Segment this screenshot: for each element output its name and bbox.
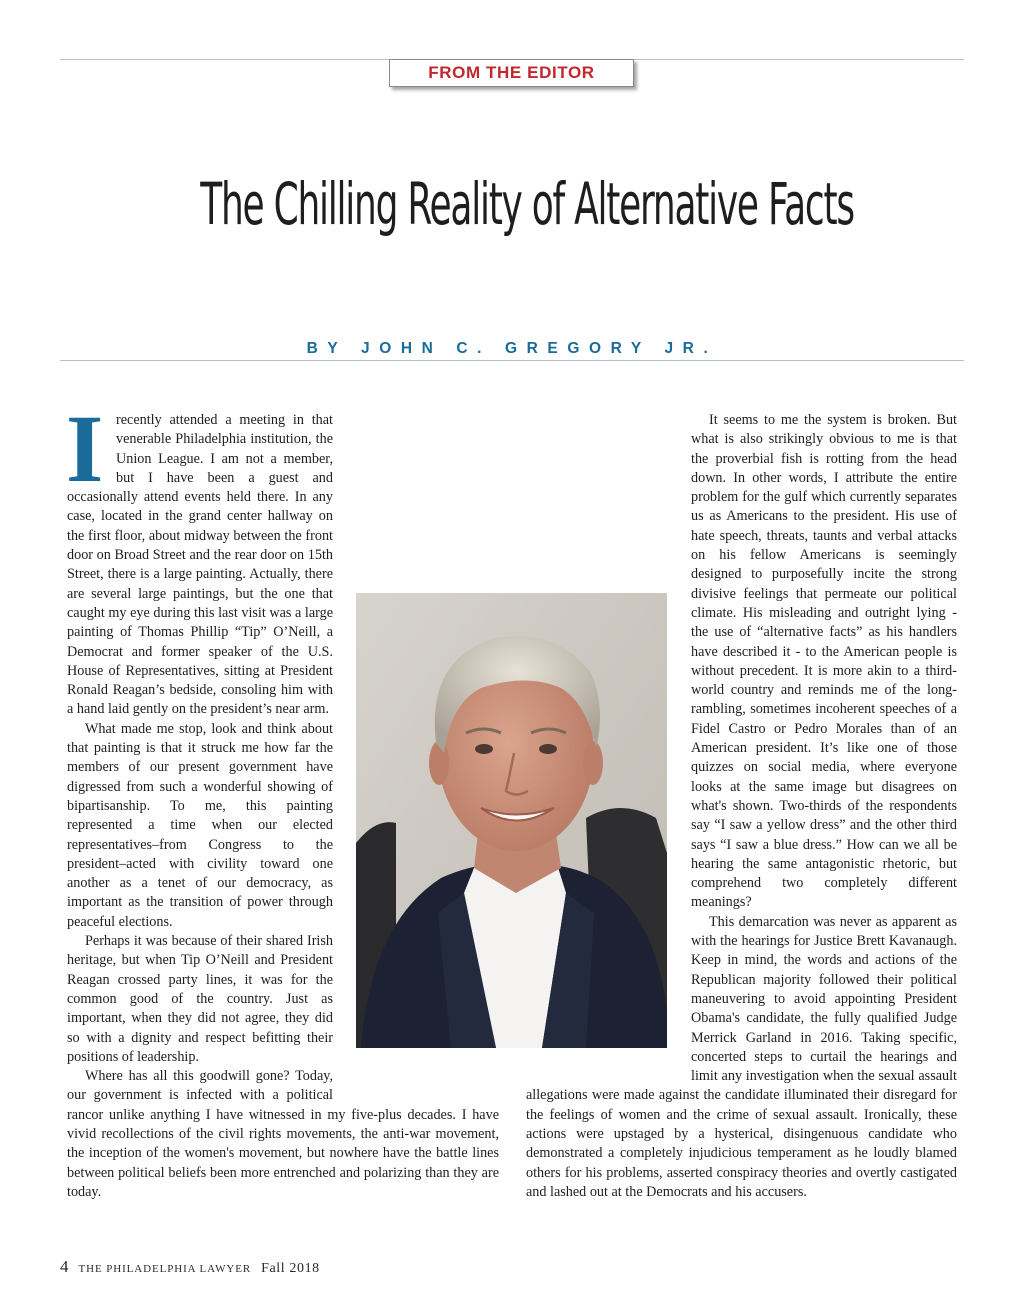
byline: BY JOHN C. GREGORY JR. [306, 340, 718, 357]
paragraph: Where has all this goodwill gone? Today, our government is infected with a political rancor unlike anything I have witnessed in my five-plus decades. I have vivid recollections of the civil rights movements, the anti-war movement, the inception of the women's movement, but nowhere have the battle lines between political beliefs been more entrenched and polarizing than they are today. [67, 1068, 499, 1200]
page-footer [60, 1257, 320, 1277]
article-title: The Chilling Reality of Alternative Facts [200, 170, 854, 238]
page-number: 4 [60, 1257, 69, 1276]
paragraph: recently attended a meeting in that venerable Philadelphia institution, the Union League. I am not a member, but I have been a guest and occasionally attend events held there. In any case, located in the grand center hallway on the first floor, about midway between the front door on Broad Street and the rear door on 15th Street, there is a large painting. Actually, there are several large paintings, but the one that caught my eye during this last visit was a large painting of Thomas Phillip “Tip” O’Neill, a Democrat and former speaker of the U.S. House of Representatives, sitting at President Ronald Reagan’s bedside, consoling him with a hand laid gently on the president’s near arm. [67, 412, 333, 718]
paragraph: What made me stop, look and think about that painting is that it struck me how far the members of our present government have digressed from such a wonderful showing of bipartisanship. To me, this painting represented a time when our elected representatives–from Congress to the president–acted with civility toward one another as a tenet of our democracy, as important as the transition of power through peaceful elections. [67, 720, 333, 930]
issue-date: Fall 2018 [261, 1261, 320, 1276]
publication-name: THE PHILADELPHIA LAWYER [78, 1263, 252, 1275]
author-photo [356, 593, 667, 1048]
title-container [0, 170, 1024, 238]
paragraph: This demarcation was never as apparent as with the hearings for Justice Brett Kavanaugh. Keep in mind, the words and actions of the Republican majority followed their political maneuvering to avoid appointing President Obama's candidate, the fully qualified Judge Merrick Garland in 2016. Taking specific, concerted steps to curtail the hearings and limit any investigation when the sexual assault allegations were made against the candidate illuminated their disregard for the feelings of women and the crime of sexual assault. Ironically, these actions were upstaged by a hysterical, disingenuous candidate who demonstrated a completely injudicious temperament as he loudly blamed others for his problems, asserted conspiracy theories and overtly castigated and lashed out at the Democrats and his accusers. [526, 913, 957, 1200]
portrait-illustration [356, 593, 667, 1048]
paragraph: Perhaps it was because of their shared Irish heritage, but when Tip O’Neill and President Reagan crossed party lines, it was for the common good of the country. Just as important, when they did not agree, they did so with a dignity and respect befitting their positions of leadership. [67, 933, 333, 1065]
byline-rule [60, 360, 964, 361]
drop-cap: I [66, 395, 104, 502]
paragraph: It seems to me the system is broken. But what is also strikingly obvious to me is that the proverbial fish is rotting from the head down. In other words, I attribute the entire problem for the gulf which currently separates us as Americans to the president. His use of hate speech, threats, taunts and verbal attacks on his fellow Americans is seemingly designed to purposefully incite the strong divisive feelings that permeate our political climate. His misleading and outright lying - the use of “alternative facts” as his handlers have described it - to the American people is without precedent. It is more akin to a third-world country and reminds me of the long-rambling, sometimes incoherent speeches of a Fidel Castro or Pedro Morales than of an American president. It’s like one of those quizzes on social media, where everyone looks at the same image but disagrees on what's shown. Two-thirds of the respondents say “I saw a yellow dress” and the other third says “I saw a blue dress.” How can we all be hearing the same antagonistic rhetoric, but comprehend two completely different meanings? [691, 412, 957, 911]
section-label: FROM THE EDITOR [389, 59, 634, 87]
